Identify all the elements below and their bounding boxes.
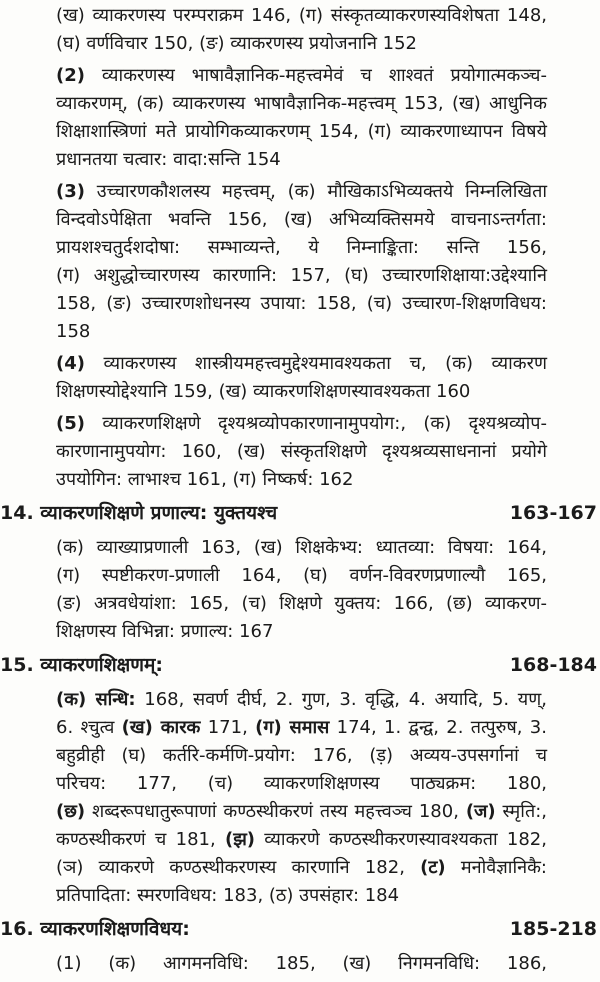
toc-entry-paragraph xyxy=(56,534,547,646)
toc-line: प्रायशश्चतुर्दशदोषा: सम्भाव्यन्ते, ये निम्नाङ्किता: सन्ति 156, xyxy=(56,237,547,258)
chapter-heading xyxy=(0,650,597,680)
section-marker: (ज) xyxy=(465,801,496,822)
section-marker: (ट) xyxy=(420,857,446,878)
toc-line: (क) व्याख्याप्रणाली 163, (ख) शिक्षकेभ्य: ध्यातव्या: विषया: 164, xyxy=(56,537,547,558)
toc-entry-paragraph xyxy=(56,350,547,406)
toc-line: (घ) वर्णविचार 150, (ङ) व्याकरणस्य प्रयोजनानि 152 xyxy=(56,33,418,54)
toc-line: विन्दवोऽपेक्षिता भवन्ति 156, (ख) अभिव्यक्तिसमये वाचनाऽन्तर्गता: xyxy=(56,209,547,230)
toc-text: मनोवैज्ञानिकै: xyxy=(445,857,547,878)
toc-line: शिक्षणस्योद्देश्यानि 159, (ख) व्याकरणशिक्षणस्यावश्यकता 160 xyxy=(56,381,471,402)
toc-line xyxy=(56,854,547,882)
toc-line: शिक्षणस्य विभिन्ना: प्रणाल्य: 167 xyxy=(56,621,274,642)
toc-text: उच्चारणकौशलस्य महत्त्वम्, (क) मौखिकाऽभिव्यक्तये निम्नलिखिता xyxy=(84,181,547,202)
chapter-title: 15. व्याकरणशिक्षणम्: xyxy=(0,654,163,676)
toc-line xyxy=(56,798,547,826)
toc-text: व्याकरणशिक्षणे दृश्यश्रव्योपकारणानामुपयोग:, (क) दृश्यश्रव्योप- xyxy=(84,413,547,434)
toc-line: व्याकरणम्, (क) व्याकरणस्य भाषावैज्ञानिक-महत्त्वम् 153, (ख) आधुनिक xyxy=(56,93,547,114)
section-marker: (ख) कारक xyxy=(121,717,201,738)
toc-text: 6. श्चुत्व xyxy=(56,717,122,738)
toc-line: (ग) अशुद्धोच्चारणस्य कारणानि: 157, (घ) उच्चारणशिक्षाया:उद्देश्यानि xyxy=(56,265,547,286)
section-marker: (क) सन्धि: xyxy=(56,689,136,710)
toc-line xyxy=(56,410,547,438)
toc-line: (ङ) अत्रवधेयांशा: 165, (च) शिक्षणे युक्तय: 166, (छ) व्याकरण- xyxy=(56,593,547,614)
toc-line: (ग) स्पष्टीकरण-प्रणाली 164, (घ) वर्णन-विवरणप्रणाल्यौ 165, xyxy=(56,565,547,586)
toc-line: कारणानामुपयोग: 160, (ख) संस्कृतशिक्षणे दृश्यश्रव्यसाधनानां प्रयोगे xyxy=(56,441,547,462)
toc-text: शब्दरूपधातुरूपाणां कण्ठस्थीकरणं तस्य महत्त्वञ्च 180, xyxy=(85,801,466,822)
chapter-title: 14. व्याकरणशिक्षणे प्रणाल्य: युक्तयश्च xyxy=(0,502,278,524)
toc-entry-paragraph xyxy=(56,62,547,174)
table-of-contents-page xyxy=(0,2,600,982)
section-marker: (3) xyxy=(56,181,85,202)
section-marker: (5) xyxy=(56,413,85,434)
chapter-page-range: 168-184 xyxy=(509,654,597,676)
section-marker: (ग) समास xyxy=(255,717,330,738)
toc-text: व्याकरणस्य भाषावैज्ञानिक-महत्त्वमेवं च शाश्वतं प्रयोगात्मकञ्च- xyxy=(84,65,547,86)
toc-text: 168, सवर्ण दीर्घ, 2. गुण, 3. वृद्धि, 4. अयादि, 5. यण्, xyxy=(135,689,547,710)
toc-line: शिक्षाशास्त्रिणां मते प्रायोगिकव्याकरणम् 154, (ग) व्याकरणाध्यापन विषये xyxy=(56,121,547,142)
toc-text: स्मृति:, xyxy=(495,801,547,822)
toc-line: बहुव्रीही (घ) कर्तरि-कर्मणि-प्रयोग: 176, (ड़) अव्यय-उपसर्गानां च xyxy=(56,745,547,766)
toc-line xyxy=(56,62,547,90)
toc-line: (1) (क) आगमनविधि: 185, (ख) निगमनविधि: 186, xyxy=(56,953,547,974)
toc-text: व्याकरणे कण्ठस्थीकरणस्यावश्यकता 182, xyxy=(255,829,547,850)
toc-text: 174, 1. द्वन्द्व, 2. तत्पुरुष, 3. xyxy=(329,717,547,738)
section-marker: (2) xyxy=(56,65,85,86)
toc-entry-paragraph xyxy=(56,2,547,58)
toc-text: कण्ठस्थीकरणं च 181, xyxy=(56,829,225,850)
toc-text: (ञ) व्याकरणे कण्ठस्थीकरणस्य कारणानि 182, xyxy=(56,857,421,878)
toc-line xyxy=(56,826,547,854)
toc-line: प्रधानतया चत्वार: वादा:सन्ति 154 xyxy=(56,149,281,170)
toc-entry-paragraph xyxy=(56,686,547,910)
toc-line xyxy=(56,686,547,714)
toc-entry-paragraph xyxy=(56,950,547,978)
toc-entry-paragraph xyxy=(56,410,547,494)
chapter-heading xyxy=(0,498,597,528)
toc-line: 158, (ङ) उच्चारणशोधनस्य उपाया: 158, (च) उच्चारण-शिक्षणविधय: xyxy=(56,293,547,314)
toc-line xyxy=(56,714,547,742)
toc-line: परिचय: 177, (च) व्याकरणशिक्षणस्य पाठ्यक्रम: 180, xyxy=(56,773,547,794)
toc-line: प्रतिपादिता: स्मरणविधय: 183, (ठ) उपसंहार: 184 xyxy=(56,885,400,906)
toc-line: (ख) व्याकरणस्य परम्पराक्रम 146, (ग) संस्कृतव्याकरणस्यविशेषता 148, xyxy=(56,5,547,26)
chapter-page-range: 185-218 xyxy=(509,918,597,940)
chapter-title: 16. व्याकरणशिक्षणविधय: xyxy=(0,918,190,940)
section-marker: (झ) xyxy=(224,829,256,850)
toc-text: व्याकरणस्य शास्त्रीयमहत्त्वमुद्देश्यमावश्यकता च, (क) व्याकरण xyxy=(84,353,547,374)
toc-line xyxy=(56,178,547,206)
chapter-heading xyxy=(0,914,597,944)
toc-text: 171, xyxy=(200,717,256,738)
toc-line xyxy=(56,350,547,378)
toc-line: उपयोगिन: लाभाश्च 161, (ग) निष्कर्ष: 162 xyxy=(56,469,354,490)
toc-entry-paragraph xyxy=(56,178,547,346)
section-marker: (4) xyxy=(56,353,85,374)
section-marker: (छ) xyxy=(56,801,86,822)
toc-line: 158 xyxy=(56,321,91,342)
chapter-page-range: 163-167 xyxy=(509,502,597,524)
